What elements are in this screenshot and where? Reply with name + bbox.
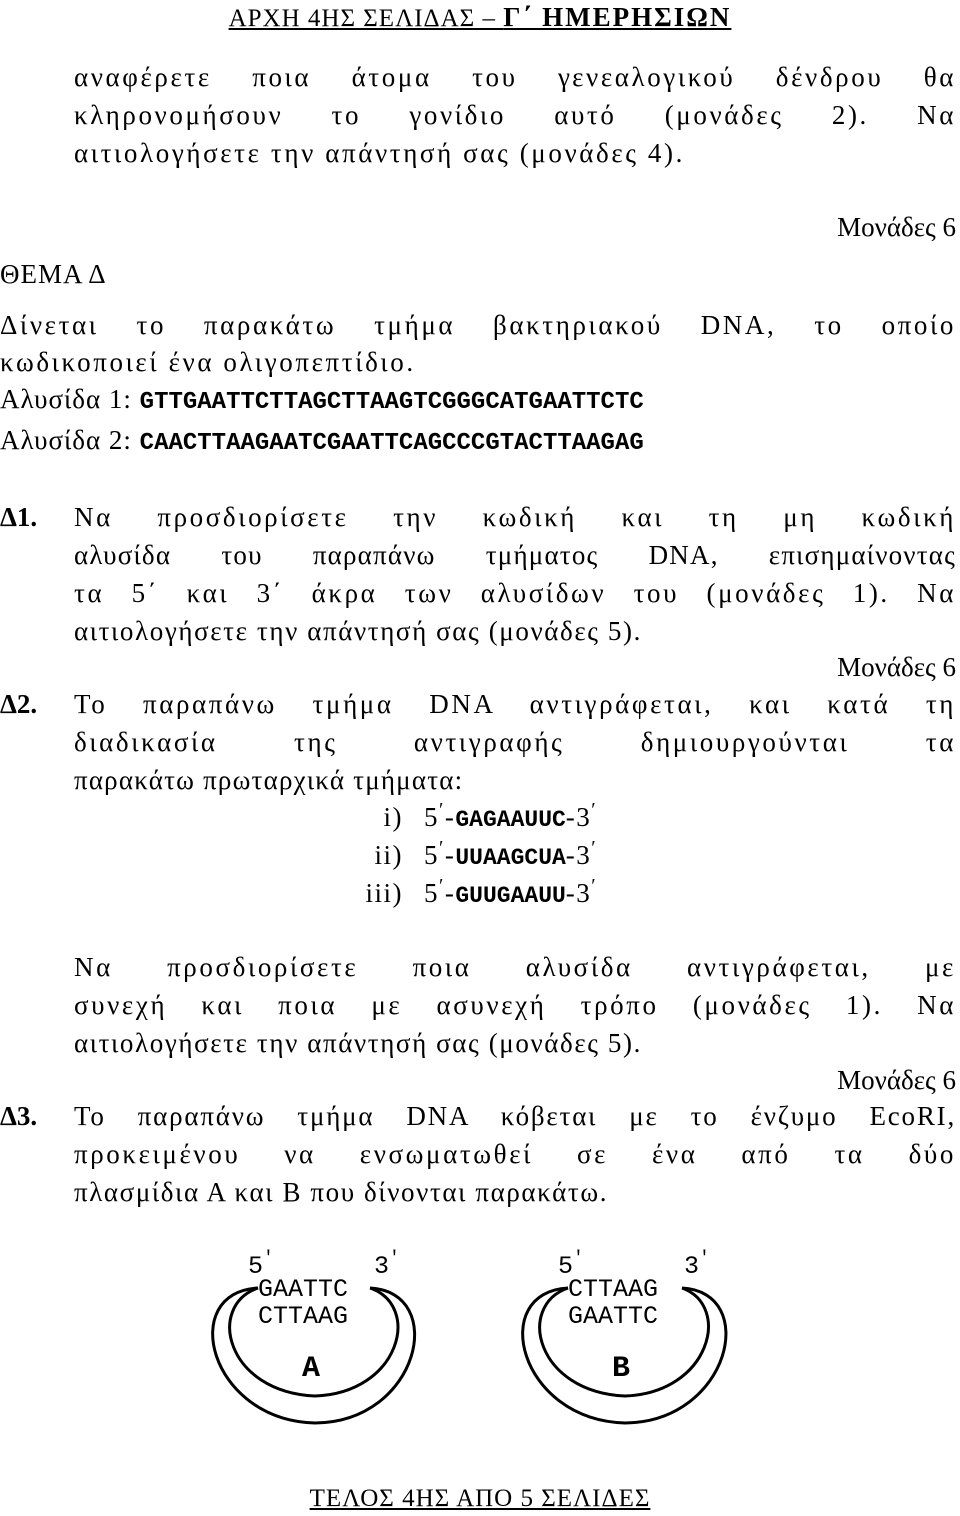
plasmid-a-end5: 5′ [248, 1249, 274, 1281]
d2-line-1: Το παραπάνω τμήμα DNA αντιγράφεται, και κατά τη [74, 689, 956, 719]
plasmid-b-end3: 3′ [684, 1249, 710, 1281]
fragment-2-end: 3 [576, 840, 592, 870]
fragment-3: 5′-GUUGAAUU-3′ [424, 875, 598, 909]
intro-line-1: αναφέρετε ποια άτομα του γενεαλογικού δένδρου θα [74, 62, 956, 92]
plasmid-b-name: B [612, 1352, 631, 1386]
intro-line-2: κληρονομήσουν το γονίδιο αυτό (μονάδες 2). Να [74, 100, 956, 130]
theme-title: ΘΕΜΑ Δ [0, 259, 107, 289]
d2-marks: Μονάδες 6 [837, 1065, 956, 1095]
d1-marks: Μονάδες 6 [837, 652, 956, 682]
fragment-3-start: 5 [424, 878, 439, 908]
d2-label: Δ2. [0, 689, 38, 719]
plasmid-a-bottom-seq: CTTAAG [258, 1302, 349, 1331]
plasmid-b-bottom-seq: GAATTC [568, 1302, 659, 1331]
strand-1-sequence: GTTGAATTCTTAGCTTAAGTCGGGCATGAATTCTC [139, 389, 644, 416]
given-line-2: κωδικοποιεί ένα ολιγοπεπτίδιο. [0, 347, 416, 377]
d2-line-2: διαδικασία της αντιγραφής δημιουργούνται τα [74, 727, 956, 757]
plasmid-a-name: A [302, 1352, 321, 1386]
strand-2-label: Αλυσίδα 2: [0, 425, 140, 455]
fragment-3-seq: GUUGAAUU [455, 883, 566, 909]
plasmid-a-top-seq: GAATTC [258, 1275, 349, 1304]
header-bold: Γ΄ ΗΜΕΡΗΣΙΩΝ [503, 2, 732, 32]
fragment-1-number: i) [383, 802, 403, 832]
plasmid-b-end5: 5′ [558, 1249, 584, 1281]
fragment-2-seq: UUAAGCUA [455, 845, 566, 871]
d3-line-3: πλασμίδια Α και Β που δίνονται παρακάτω. [74, 1177, 609, 1207]
fragment-1-seq: GAGAAUUC [455, 807, 566, 833]
d3-line-1: Το παραπάνω τμήμα DNA κόβεται με το ένζυμο EcoRI, [74, 1101, 956, 1131]
fragment-2-start: 5 [424, 840, 439, 870]
d3-label: Δ3. [0, 1101, 38, 1131]
intro-marks: Μονάδες 6 [837, 212, 956, 242]
fragment-1: 5′-GAGAAUUC-3′ [424, 799, 598, 833]
plasmid-a-end3: 3′ [374, 1249, 400, 1281]
d2-question-2: συνεχή και ποια με ασυνεχή τρόπο (μονάδες 1). Να [74, 990, 956, 1020]
fragment-1-end: 3 [576, 802, 592, 832]
fragment-2-number: ii) [374, 840, 403, 870]
d2-question-1: Να προσδιορίσετε ποια αλυσίδα αντιγράφεται, με [74, 952, 956, 982]
d2-question-3: αιτιολογήσετε την απάντησή σας (μονάδες 5). [74, 1028, 642, 1058]
given-line-1: Δίνεται το παρακάτω τμήμα βακτηριακού DNA, το οποίο [0, 310, 956, 340]
fragment-3-end: 3 [576, 878, 592, 908]
fragment-3-number: iii) [365, 878, 403, 908]
page-footer: ΤΕΛΟΣ 4ΗΣ ΑΠΟ 5 ΣΕΛΙΔΕΣ [309, 1485, 651, 1512]
fragment-2: 5′-UUAAGCUA-3′ [424, 837, 598, 871]
d2-line-3: παρακάτω πρωταρχικά τμήματα: [74, 765, 464, 795]
d1-line-4: αιτιολογήσετε την απάντησή σας (μονάδες 5). [74, 616, 642, 646]
header-prefix: ΑΡΧΗ 4ΗΣ ΣΕΛΙΔΑΣ – [228, 5, 504, 32]
plasmid-b-top-seq: CTTAAG [568, 1275, 659, 1304]
intro-line-3: αιτιολογήσετε την απάντησή σας (μονάδες 4). [74, 138, 685, 168]
d1-line-3: τα 5΄ και 3΄ άκρα των αλυσίδων του (μονάδες 1). Να [74, 578, 956, 608]
strand-2-sequence: CAACTTAAGAATCGAATTCAGCCCGTACTTAAGAG [139, 430, 644, 457]
fragment-1-start: 5 [424, 802, 439, 832]
d1-line-2: αλυσίδα του παραπάνω τμήματος DNA, επισημαίνοντας [74, 540, 956, 570]
d1-line-1: Να προσδιορίσετε την κωδική και τη μη κωδική [74, 502, 956, 532]
strand-1-label: Αλυσίδα 1: [0, 384, 140, 414]
d1-label: Δ1. [0, 502, 38, 532]
d3-line-2: προκειμένου να ενσωματωθεί σε ένα από τα δύο [74, 1139, 956, 1169]
